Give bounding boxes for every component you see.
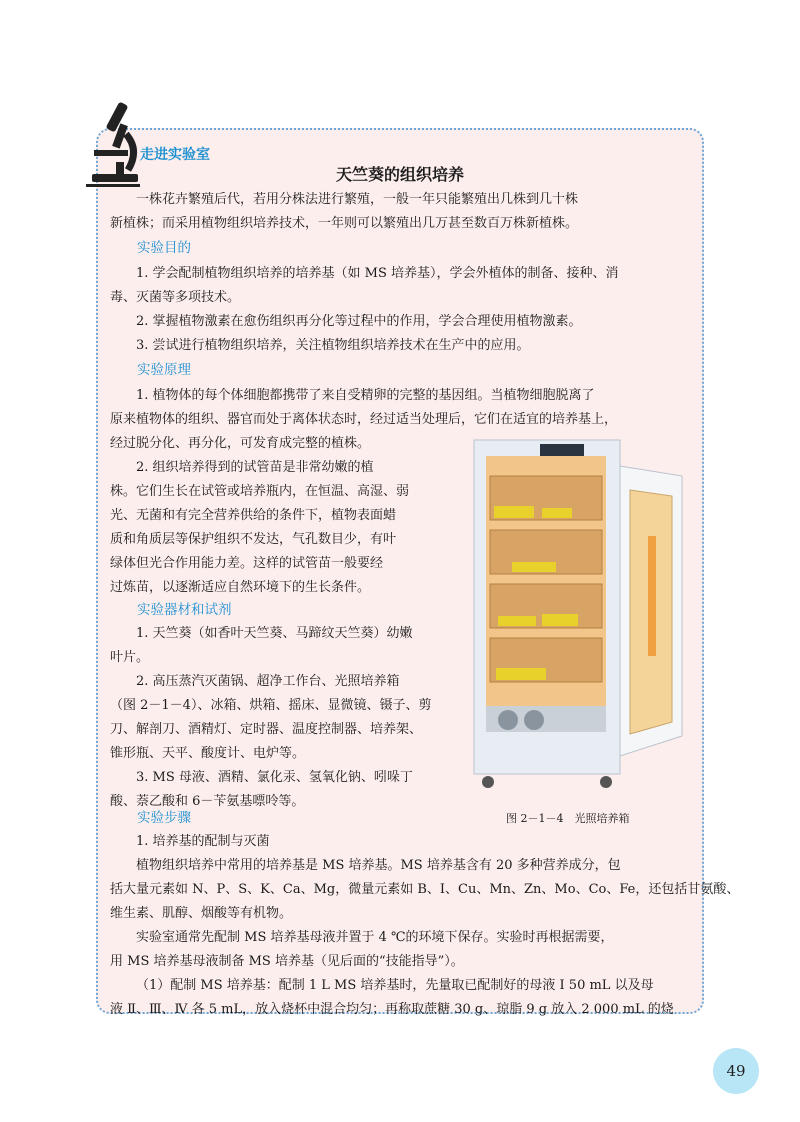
paragraph-line: 维生素、肌醇、烟酸等有机物。 (110, 906, 293, 921)
section-label: 走进实验室 (140, 147, 210, 163)
paragraph-line: 用 MS 培养基母液制备 MS 培养基（见后面的“技能指导”）。 (110, 954, 464, 969)
paragraph-line: 2. 掌握植物激素在愈伤组织再分化等过程中的作用，学会合理使用植物激素。 (136, 314, 582, 329)
heading-steps: 实验步骤 (137, 810, 191, 826)
paragraph-line: 过炼苗，以逐渐适应自然环境下的生长条件。 (110, 580, 371, 595)
figure-caption: 图 2－1－4 光照培养箱 (506, 812, 630, 825)
paragraph-line: 刀、解剖刀、酒精灯、定时器、温度控制器、培养架、 (110, 722, 423, 737)
paragraph-line: 实验室通常先配制 MS 培养基母液并置于 4 ℃的环境下保存。实验时再根据需要， (136, 930, 614, 945)
paragraph-line: 株。它们生长在试管或培养瓶内，在恒温、高湿、弱 (110, 484, 410, 499)
paragraph-line: 酸、萘乙酸和 6－苄氨基嘌呤等。 (110, 794, 305, 809)
paragraph-line: 植物组织培养中常用的培养基是 MS 培养基。MS 培养基含有 20 多种营养成分，包 (136, 858, 621, 873)
paragraph-line: 锥形瓶、天平、酸度计、电炉等。 (110, 746, 306, 761)
paragraph-line: 叶片。 (110, 650, 150, 665)
paragraph-line: 一株花卉繁殖后代，若用分株法进行繁殖，一般一年只能繁殖出几株到几十株 (136, 192, 579, 207)
heading-principle: 实验原理 (137, 362, 191, 378)
paragraph-line: 新植株；而采用植物组织培养技术，一年则可以繁殖出几万甚至数百万株新植株。 (110, 216, 579, 231)
paragraph-line: 1. 学会配制植物组织培养的培养基（如 MS 培养基），学会外植体的制备、接种、消 (136, 266, 619, 281)
heading-purpose: 实验目的 (137, 240, 191, 256)
paragraph-line: 液 Ⅱ、Ⅲ、Ⅳ 各 5 mL，放入烧杯中混合均匀；再称取蔗糖 30 g、琼脂 9 g 放入 2 000 mL 的烧 (110, 1002, 674, 1017)
page-number: 49 (713, 1048, 759, 1094)
incubator-illustration (472, 436, 692, 796)
paragraph-line: 质和角质层等保护组织不发达，气孔数目少，有叶 (110, 532, 397, 547)
paragraph-line: 3. MS 母液、酒精、氯化汞、氢氧化钠、吲哚丁 (136, 770, 413, 785)
paragraph-line: 2. 高压蒸汽灭菌锅、超净工作台、光照培养箱 (136, 674, 400, 689)
paragraph-line: 毒、灭菌等多项技术。 (110, 290, 241, 305)
paragraph-line: （图 2－1－4）、冰箱、烘箱、摇床、显微镜、镊子、剪 (110, 698, 432, 713)
heading-materials: 实验器材和试剂 (137, 602, 232, 618)
paragraph-line: 经过脱分化、再分化，可发育成完整的植株。 (110, 436, 371, 451)
paragraph-line: 绿体但光合作用能力差。这样的试管苗一般要经 (110, 556, 384, 571)
paragraph-line: 原来植物体的组织、器官而处于离体状态时，经过适当处理后，它们在适宜的培养基上， (110, 412, 618, 427)
paragraph-line: 1. 植物体的每个体细胞都携带了来自受精卵的完整的基因组。当植物细胞脱离了 (136, 388, 595, 403)
paragraph-line: 1. 培养基的配制与灭菌 (136, 834, 270, 849)
paragraph-line: 光、无菌和有完全营养供给的条件下，植物表面蜡 (110, 508, 397, 523)
paragraph-line: 3. 尝试进行植物组织培养，关注植物组织培养技术在生产中的应用。 (136, 338, 530, 353)
paragraph-line: 2. 组织培养得到的试管苗是非常幼嫩的植 (136, 460, 374, 475)
paragraph-line: （1）配制 MS 培养基：配制 1 L MS 培养基时，先量取已配制好的母液 Ⅰ 50 mL 以及母 (136, 978, 654, 993)
page-title: 天竺葵的组织培养 (335, 165, 464, 184)
paragraph-line: 1. 天竺葵（如香叶天竺葵、马蹄纹天竺葵）幼嫩 (136, 626, 413, 641)
paragraph-line: 括大量元素如 N、P、S、K、Ca、Mg，微量元素如 B、I、Cu、Mn、Zn、Mo、Co、Fe，还包括甘氨酸、 (110, 882, 740, 897)
